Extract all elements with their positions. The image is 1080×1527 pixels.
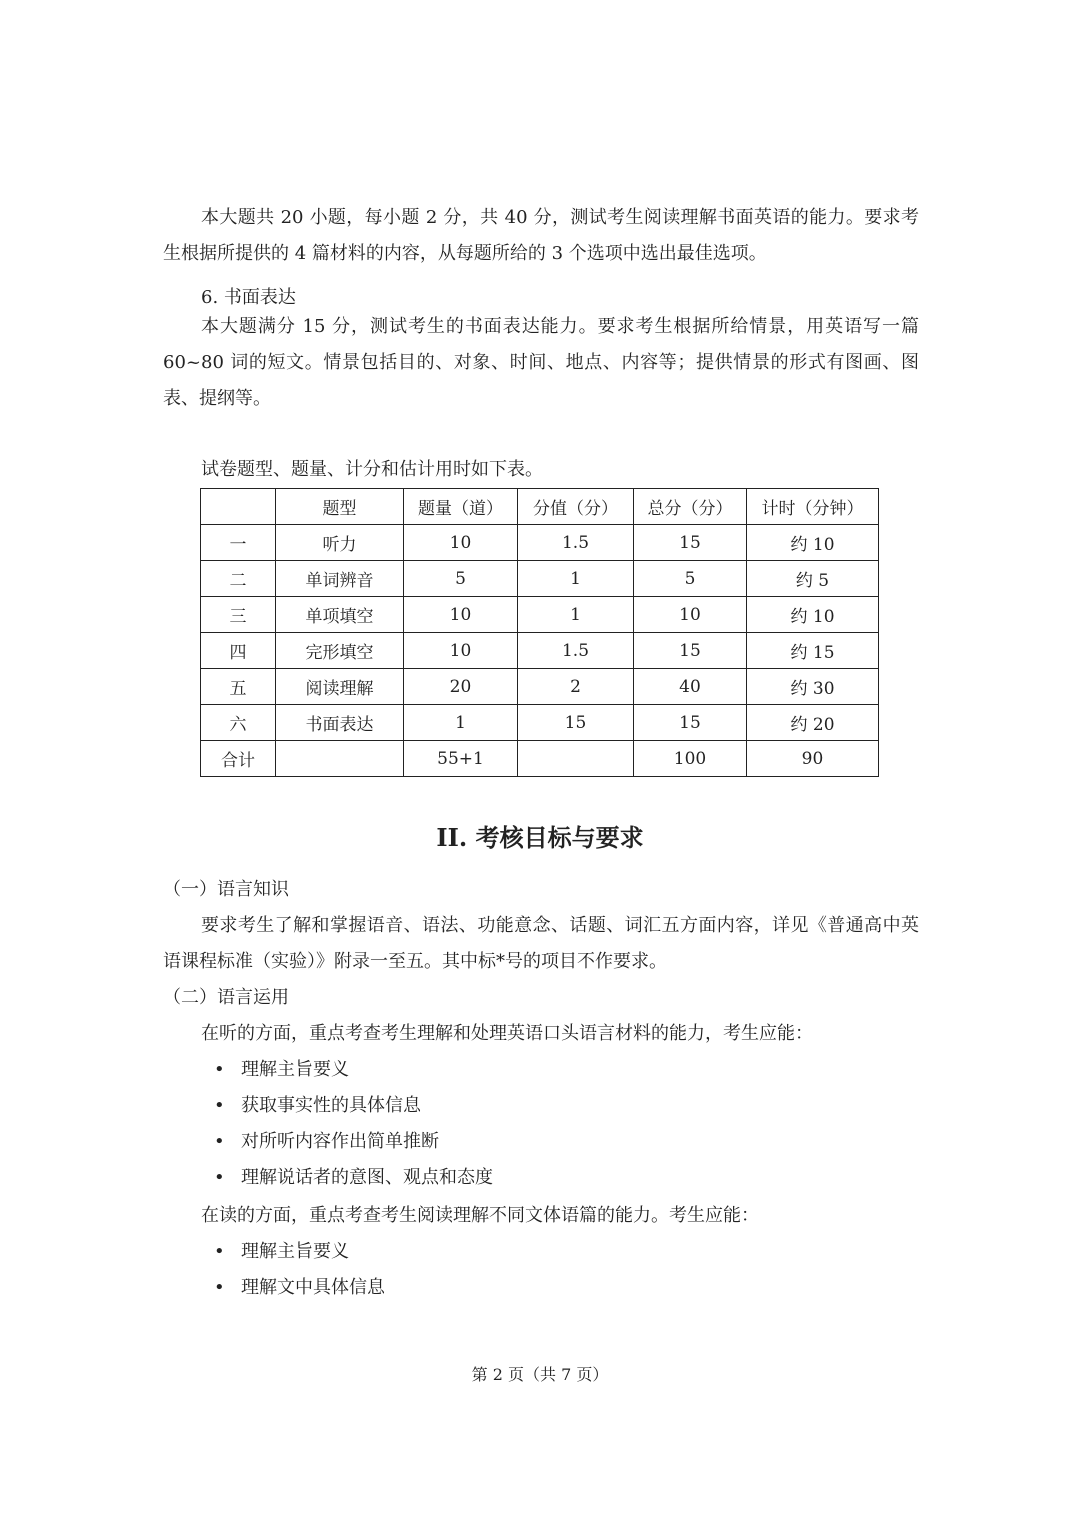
table-cell: 一 bbox=[201, 525, 276, 561]
table-cell bbox=[276, 741, 404, 777]
table-cell: 完形填空 bbox=[276, 633, 404, 669]
table-row bbox=[201, 741, 879, 777]
table-cell: 约 15 bbox=[747, 633, 879, 669]
table-cell: 五 bbox=[201, 669, 276, 705]
bullet-text: 理解主旨要义 bbox=[241, 1241, 349, 1262]
table-cell: 2 bbox=[518, 669, 634, 705]
table-row bbox=[201, 597, 879, 633]
listening-intro: 在听的方面，重点考查考生理解和处理英语口头语言材料的能力，考生应能： bbox=[201, 1023, 813, 1044]
table-cell: 六 bbox=[201, 705, 276, 741]
paragraph-reading: 本大题共 20 小题，每小题 2 分，共 40 分，测试考生阅读理解书面英语的能力。要求考生根据所提供的 4 篇材料的内容，从每题所给的 3 个选项中选出最佳选项。 bbox=[163, 207, 919, 264]
bullet-icon: • bbox=[214, 1131, 225, 1152]
table-header-row bbox=[201, 489, 879, 525]
table-cell: 分值（分） bbox=[518, 489, 634, 525]
table-row bbox=[201, 705, 879, 741]
section-title: II. 考核目标与要求 bbox=[436, 823, 644, 852]
table-cell: 1.5 bbox=[518, 633, 634, 669]
table-cell: 15 bbox=[634, 633, 747, 669]
table-cell: 20 bbox=[404, 669, 518, 705]
bullet-icon: • bbox=[214, 1277, 225, 1298]
table-cell: 15 bbox=[634, 705, 747, 741]
table-cell: 15 bbox=[518, 705, 634, 741]
table-cell: 约 30 bbox=[747, 669, 879, 705]
table-cell: 5 bbox=[634, 561, 747, 597]
table-cell: 约 5 bbox=[747, 561, 879, 597]
table-cell: 题量（道） bbox=[404, 489, 518, 525]
bullet-item bbox=[214, 1124, 439, 1160]
table-row bbox=[201, 561, 879, 597]
bullet-text: 理解文中具体信息 bbox=[241, 1277, 385, 1298]
table-cell: 100 bbox=[634, 741, 747, 777]
table-cell: 15 bbox=[634, 525, 747, 561]
page-footer: 第 2 页（共 7 页） bbox=[471, 1365, 609, 1384]
table-cell bbox=[518, 741, 634, 777]
table-cell: 1 bbox=[404, 705, 518, 741]
table-cell: 10 bbox=[404, 597, 518, 633]
bullet-icon: • bbox=[214, 1095, 225, 1116]
bullet-text: 获取事实性的具体信息 bbox=[241, 1095, 421, 1116]
table-caption: 试卷题型、题量、计分和估计用时如下表。 bbox=[201, 459, 543, 480]
heading-writing: 6. 书面表达 bbox=[201, 287, 296, 308]
table-cell: 10 bbox=[634, 597, 747, 633]
table-cell: 合计 bbox=[201, 741, 276, 777]
table-cell: 单词辨音 bbox=[276, 561, 404, 597]
exam-structure-table bbox=[200, 488, 879, 777]
table-row bbox=[201, 633, 879, 669]
table-cell: 三 bbox=[201, 597, 276, 633]
table-cell: 1.5 bbox=[518, 525, 634, 561]
table-cell: 四 bbox=[201, 633, 276, 669]
bullet-icon: • bbox=[214, 1167, 225, 1188]
table-cell: 计时（分钟） bbox=[747, 489, 879, 525]
reading-intro: 在读的方面，重点考查考生阅读理解不同文体语篇的能力。考生应能： bbox=[201, 1205, 759, 1226]
bullet-icon: • bbox=[214, 1241, 225, 1262]
table-row bbox=[201, 669, 879, 705]
bullet-item bbox=[214, 1270, 385, 1306]
bullet-item bbox=[214, 1234, 349, 1270]
table-cell: 二 bbox=[201, 561, 276, 597]
table-cell: 5 bbox=[404, 561, 518, 597]
table-cell: 约 10 bbox=[747, 597, 879, 633]
table-cell: 10 bbox=[404, 525, 518, 561]
subheading-language-knowledge: （一）语言知识 bbox=[163, 879, 289, 900]
table-cell: 55+1 bbox=[404, 741, 518, 777]
paragraph-language-knowledge: 要求考生了解和掌握语音、语法、功能意念、话题、词汇五方面内容，详见《普通高中英语课程标准（实验）》附录一至五。其中标*号的项目不作要求。 bbox=[163, 915, 919, 972]
paragraph-writing: 本大题满分 15 分，测试考生的书面表达能力。要求考生根据所给情景，用英语写一篇 60~80 词的短文。情景包括目的、对象、时间、地点、内容等；提供情景的形式有图画、图表、提纲等。 bbox=[163, 316, 919, 409]
table-cell: 题型 bbox=[276, 489, 404, 525]
bullet-text: 对所听内容作出简单推断 bbox=[241, 1131, 439, 1152]
bullet-item bbox=[214, 1160, 493, 1196]
table-cell: 90 bbox=[747, 741, 879, 777]
table-cell: 阅读理解 bbox=[276, 669, 404, 705]
table-cell: 约 10 bbox=[747, 525, 879, 561]
bullet-text: 理解说话者的意图、观点和态度 bbox=[241, 1167, 493, 1188]
table-cell: 听力 bbox=[276, 525, 404, 561]
table-cell: 总分（分） bbox=[634, 489, 747, 525]
table-cell: 1 bbox=[518, 561, 634, 597]
table-row bbox=[201, 525, 879, 561]
table-cell: 40 bbox=[634, 669, 747, 705]
bullet-item bbox=[214, 1052, 349, 1088]
table-cell: 书面表达 bbox=[276, 705, 404, 741]
bullet-icon: • bbox=[214, 1059, 225, 1080]
subheading-language-use: （二）语言运用 bbox=[163, 987, 289, 1008]
bullet-item bbox=[214, 1088, 421, 1124]
table-cell: 单项填空 bbox=[276, 597, 404, 633]
table-cell: 约 20 bbox=[747, 705, 879, 741]
table-cell: 10 bbox=[404, 633, 518, 669]
table-cell: 1 bbox=[518, 597, 634, 633]
bullet-text: 理解主旨要义 bbox=[241, 1059, 349, 1080]
table-cell bbox=[201, 489, 276, 525]
